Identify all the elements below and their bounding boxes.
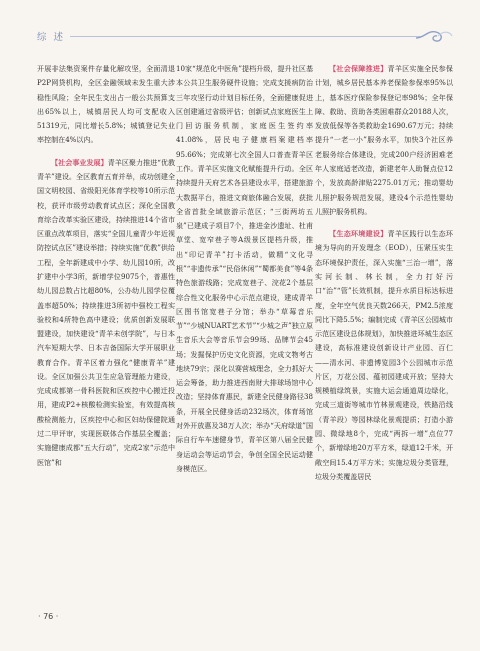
page-number: · 76 ·	[38, 612, 59, 621]
page-header	[0, 0, 480, 52]
section-heading: 【生态环境建设】	[329, 229, 388, 239]
section-heading: 【社会保障推进】	[329, 64, 388, 73]
paragraph-text: 青羊区践行以生态环境为导向的开发理念（EOD），压紧压实生态环境保护责任，深入实施“三治一增”，落实河长制、林长制，全力打好污口“治”“管”长效机制，提升水质目标达标进度，全年空气优良天数266天，PM2.5浓度同比下降5.5%；编制完成《青羊区公园城市示范区建设总体规划》，加快推进环城生态区建设，高标准建设创新设计产业园、百仁——清水河、非遗博览园3个公园城市示范片区，万花公园、蕴初园建成开放；坚持大规模植绿筑景，实施大运会通道周边绿化，完成三道街等城市竹林景观建设，铁路沿线（青羊段）等园林绿化景观提质；打造小游园、微绿地8个，完成“两拆一增”点位77个，新增绿地20万平方米，绿道12千米，开敞空间15.4万平方米；实施垃圾分类管理，垃圾分类覆盖居民	[315, 229, 453, 481]
column-1	[37, 62, 175, 470]
section-heading: 【社会事业发展】	[51, 157, 108, 167]
section-label: 综 述	[37, 32, 66, 43]
column-2	[176, 62, 313, 476]
paragraph-text: 青羊区实施全民参保计划，城乡居民基本养老保险参保率95%以上，基本医疗保险参保登记率98%；全年保障、救助、资助各类困难群众20188人次，发放低保等各类救助金1690.67万元；持续提升“一老一小”服务水平，加快3个社区养老服务综合体建设，完成200户经济困难老年人家庭适老改造，新建老年人助餐点位12个，发放高龄津贴2275.01万元；推动婴幼儿照护服务规范发展，建设4个示范性婴幼儿照护服务机构。	[315, 64, 453, 216]
paragraph: 开展非法集资案件存量化解攻坚，全面清退P2P网贷机构，全区金融领域未发生重大涉稳性风险；全年民生支出占一般公共预算支出65%以上，城镇居民人均可支配收入51319元，同比增长5.8%；城镇登记失业率控制在4%以内。	[37, 64, 175, 145]
paragraph	[315, 62, 453, 219]
header-rule	[70, 36, 420, 37]
paragraph: 10家“规范化中医角”提档升级，提升社区基本公共卫生服务硬件设施；完成支援病防治三年攻坚行动计划目标任务，全面健康促进区创建通过省级评估；创新试点家庭医生上门回访服务机制，家庭医生签约率41.08%，居民电子健康档案建档率95.66%；完成第七次全国人口普查青羊区工作。青羊区实施文化赋能提升行动。全区持续提升天府艺术各县建设水平，搭建旅游大数据平台，推进文商旅体融合发展，获批全省首批全域旅游示范区；“三街两坊五泉”已建成子项目7个，推进金沙遗址、杜甫草堂、宽窄巷子等A级景区提档升级，推出“印记青羊”打卡活动，做精“文化寻根”“非遗传承”“民俗休闲”“蜀都美食”等4条特色旅游线路；完成宽巷子、浣花2个基层综合性文化服务中心示范点建设，建成青羊区图书馆宽巷子分馆；举办“草莓音乐节”“少城NUART艺术节”“少城之声”独立原生音乐大会等音乐节会99场、品牌节会45场；发掘保护历史文化资源，完成文物考古地块79宗；深化以赛营城理念，全力抓好大运会筹备，助力推进西南财大排球场馆中心改造；坚持体育惠民，新建全民健身路径38条，开展全民健身活动232场次，体育场馆对外开放惠及38万人次；举办“天府绿道”国际自行车车速健身节，青羊区第八届全民健身运动会等运动节会，争创全国全民运动健身模范区。	[176, 64, 313, 473]
paragraph-text: 青羊区聚力推进“优教青羊”建设。全区教育五育并举，成功创建全国文明校园、省级阳光体育学校等10所示范校，获评市级劳动教育试点区；深化全国教育综合改革实验区建设，持续推进14个省市区重点改革项目，落实“全国儿童青少年近视防控试点区”建设举措；持续实施“优教”供给工程，全年新建成中小学、幼儿园10所，改扩建中小学3所，新增学位9075个，普惠性幼儿园总数占比超80%，公办幼儿园学位覆盖率超50%；持续推进3所初中强校工程实验校和4所特色高中建设；优质创新发展联盟建设，加快建设“青羊未创学院”，与日本汽车短期大学、日本吉备国际大学开展职业教育合作。青羊区着力强化“健康青羊”建设。全区加强公共卫生应急管理能力建设，完成成都第一骨科医院和区疾控中心搬迁投用，建成P2+核酸检测实验室，有效提高核酸检测能力，区疾控中心和区妇幼保健院通过二甲评审，实现医联体合作基层全覆盖；实施健康成都“五大行动”，完成2家“示范中医馆”和	[37, 157, 175, 467]
column-3	[315, 62, 453, 484]
swirl-ornament-icon	[414, 26, 454, 46]
paragraph	[315, 227, 453, 484]
paragraph	[37, 156, 175, 470]
